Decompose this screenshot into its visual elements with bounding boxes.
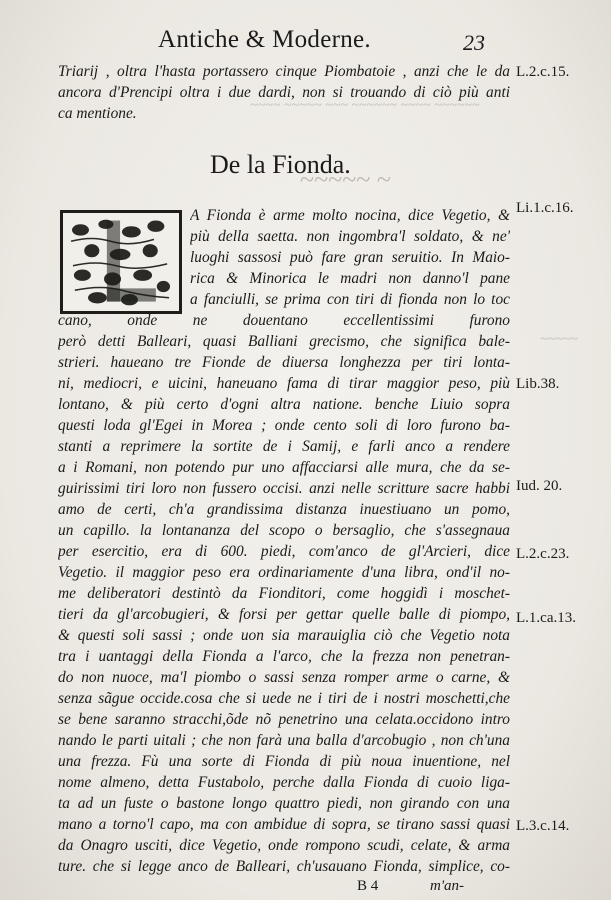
text-line: per esercitio, era di 600. piedi, com'anco de gl'Arcieri, dice xyxy=(58,543,510,560)
margin-note: Iud. 20. xyxy=(516,478,563,494)
text-line: Triarij , oltra l'hasta portassero cinque Piombatoie , anzi che le da xyxy=(58,63,510,80)
text-line: stanti a reprimere la sortite de i Samij, e farli anco a rendere xyxy=(58,438,510,455)
catchword: m'an- xyxy=(430,878,465,894)
text-line: luoghi sassosi può fare gran seruitio. In Maio- xyxy=(190,249,510,266)
text-line: ture. che si legge anco de Balleari, ch'usauano Fionda, simplice, co- xyxy=(58,858,510,875)
text-line: amo de certi, ch'a grandissima distanza inuestiuano un pomo, xyxy=(58,501,510,518)
text-line: nome almeno, detta Fustabolo, perche dalla Fionda di cuoio liga- xyxy=(58,774,510,791)
text-line: se bene saranno stracchi,õde nõ penetrino una celata.occidono intro xyxy=(58,711,510,728)
bleed-through: ~~~~~ xyxy=(540,332,578,347)
text-line: ta ad un fuste o bastone longo quattro piedi, non girando con una xyxy=(58,795,510,812)
decorated-initial xyxy=(60,210,182,314)
text-line: questi loda gl'Egei in Morea ; onde cento soli di loro furono ba- xyxy=(58,417,510,434)
text-line: Vegetio. il maggior peso era ordinariamente d'una libra, ond'il no- xyxy=(58,564,510,581)
text-line: guirissimi tiri loro non fussero occisi. anzi nelle scritture sacre habbi xyxy=(58,480,510,497)
text-line: senza sãgue occide.cosa che si uede ne i tiri de i nostri moschetti,che xyxy=(58,690,510,707)
text-line: ni, mediocri, e uicini, haneuano fama di tirar maggior peso, più xyxy=(58,375,510,392)
margin-note: Li.1.c.16. xyxy=(516,200,574,216)
text-line: tra i uantaggi della Fionda a l'arco, che la frezza non penetran- xyxy=(58,648,510,665)
text-line: strieri. haueano tre Fionde de diuersa longhezza per tiri lonta- xyxy=(58,354,510,371)
text-line: & questi soli sassi ; onde uon sia marauiglia ciò che Vegetio nota xyxy=(58,627,510,644)
text-line: ca mentione. xyxy=(58,105,137,122)
margin-note: Lib.38. xyxy=(516,376,560,392)
text-line: A Fionda è arme molto nocina, dice Vegetio, & xyxy=(190,207,510,224)
signature-mark: B 4 xyxy=(357,878,379,894)
running-head: Antiche & Moderne. xyxy=(158,26,371,53)
bleed-through: ~~~~~ ~ xyxy=(300,165,391,194)
text-line: do non nuoce, ma'l piombo o sassi senza romper arme o carne, & xyxy=(58,669,510,686)
text-line: una frezza. Fù una sorte di Fionda di più noua inuentione, nel xyxy=(58,753,510,770)
text-line: un capillo. la lontananza del scopo o bersaglio, che s'assegnaua xyxy=(58,522,510,539)
text-line: rica & Minorica le madri non danno'l pane xyxy=(190,270,510,287)
margin-note: L.2.c.23. xyxy=(516,546,570,562)
text-line: nando le parti uitali ; che non farà una balla d'arcobugio , non ch'una xyxy=(58,732,510,749)
floral-initial-icon xyxy=(63,213,179,311)
text-line: ancora d'Prencipi oltra i due dardi, non si trouando di ciò più anti xyxy=(58,84,510,101)
margin-note: L.3.c.14. xyxy=(516,818,570,834)
margin-note: L.2.c.15. xyxy=(516,64,570,80)
margin-note: L.1.ca.13. xyxy=(516,610,576,626)
text-line: da Onagro usciti, dice Vegetio, onde rompono scudi, celate, & arma xyxy=(58,837,510,854)
text-line: a i Romani, non potendo pur uno affacciarsi alle mura, che da se- xyxy=(58,459,510,476)
text-line: però detti Balleari, quasi Balliani grecismo, che significa bale- xyxy=(58,333,510,350)
text-line: cano, onde ne douentano eccellentissimi furono xyxy=(58,312,510,329)
text-line: me deliberatori destintò da Fionditori, come hoggidì i moschet- xyxy=(58,585,510,602)
text-line: a fanciulli, se prima con tiri di fionda non lo toc xyxy=(190,291,510,308)
text-line: più della saetta. non ingombra'l soldato, & ne' xyxy=(190,228,510,245)
text-line: mano a torno'l capo, ma con ambidue di sopra, se tirano sassi quasi xyxy=(58,816,510,833)
text-line: lontano, & più certo d'ogni altra natione. benche Liuio sopra xyxy=(58,396,510,413)
text-line: tieri da gl'arcobugieri, & forsi per gettar quelle balle di piompo, xyxy=(58,606,510,623)
section-heading: De la Fionda. xyxy=(210,150,351,179)
page-number: 23 xyxy=(463,30,485,55)
bleed-through: ~~~~ ~~~~~ ~~~ ~~~~~~ ~~~~ ~~~~~~ xyxy=(250,98,480,113)
